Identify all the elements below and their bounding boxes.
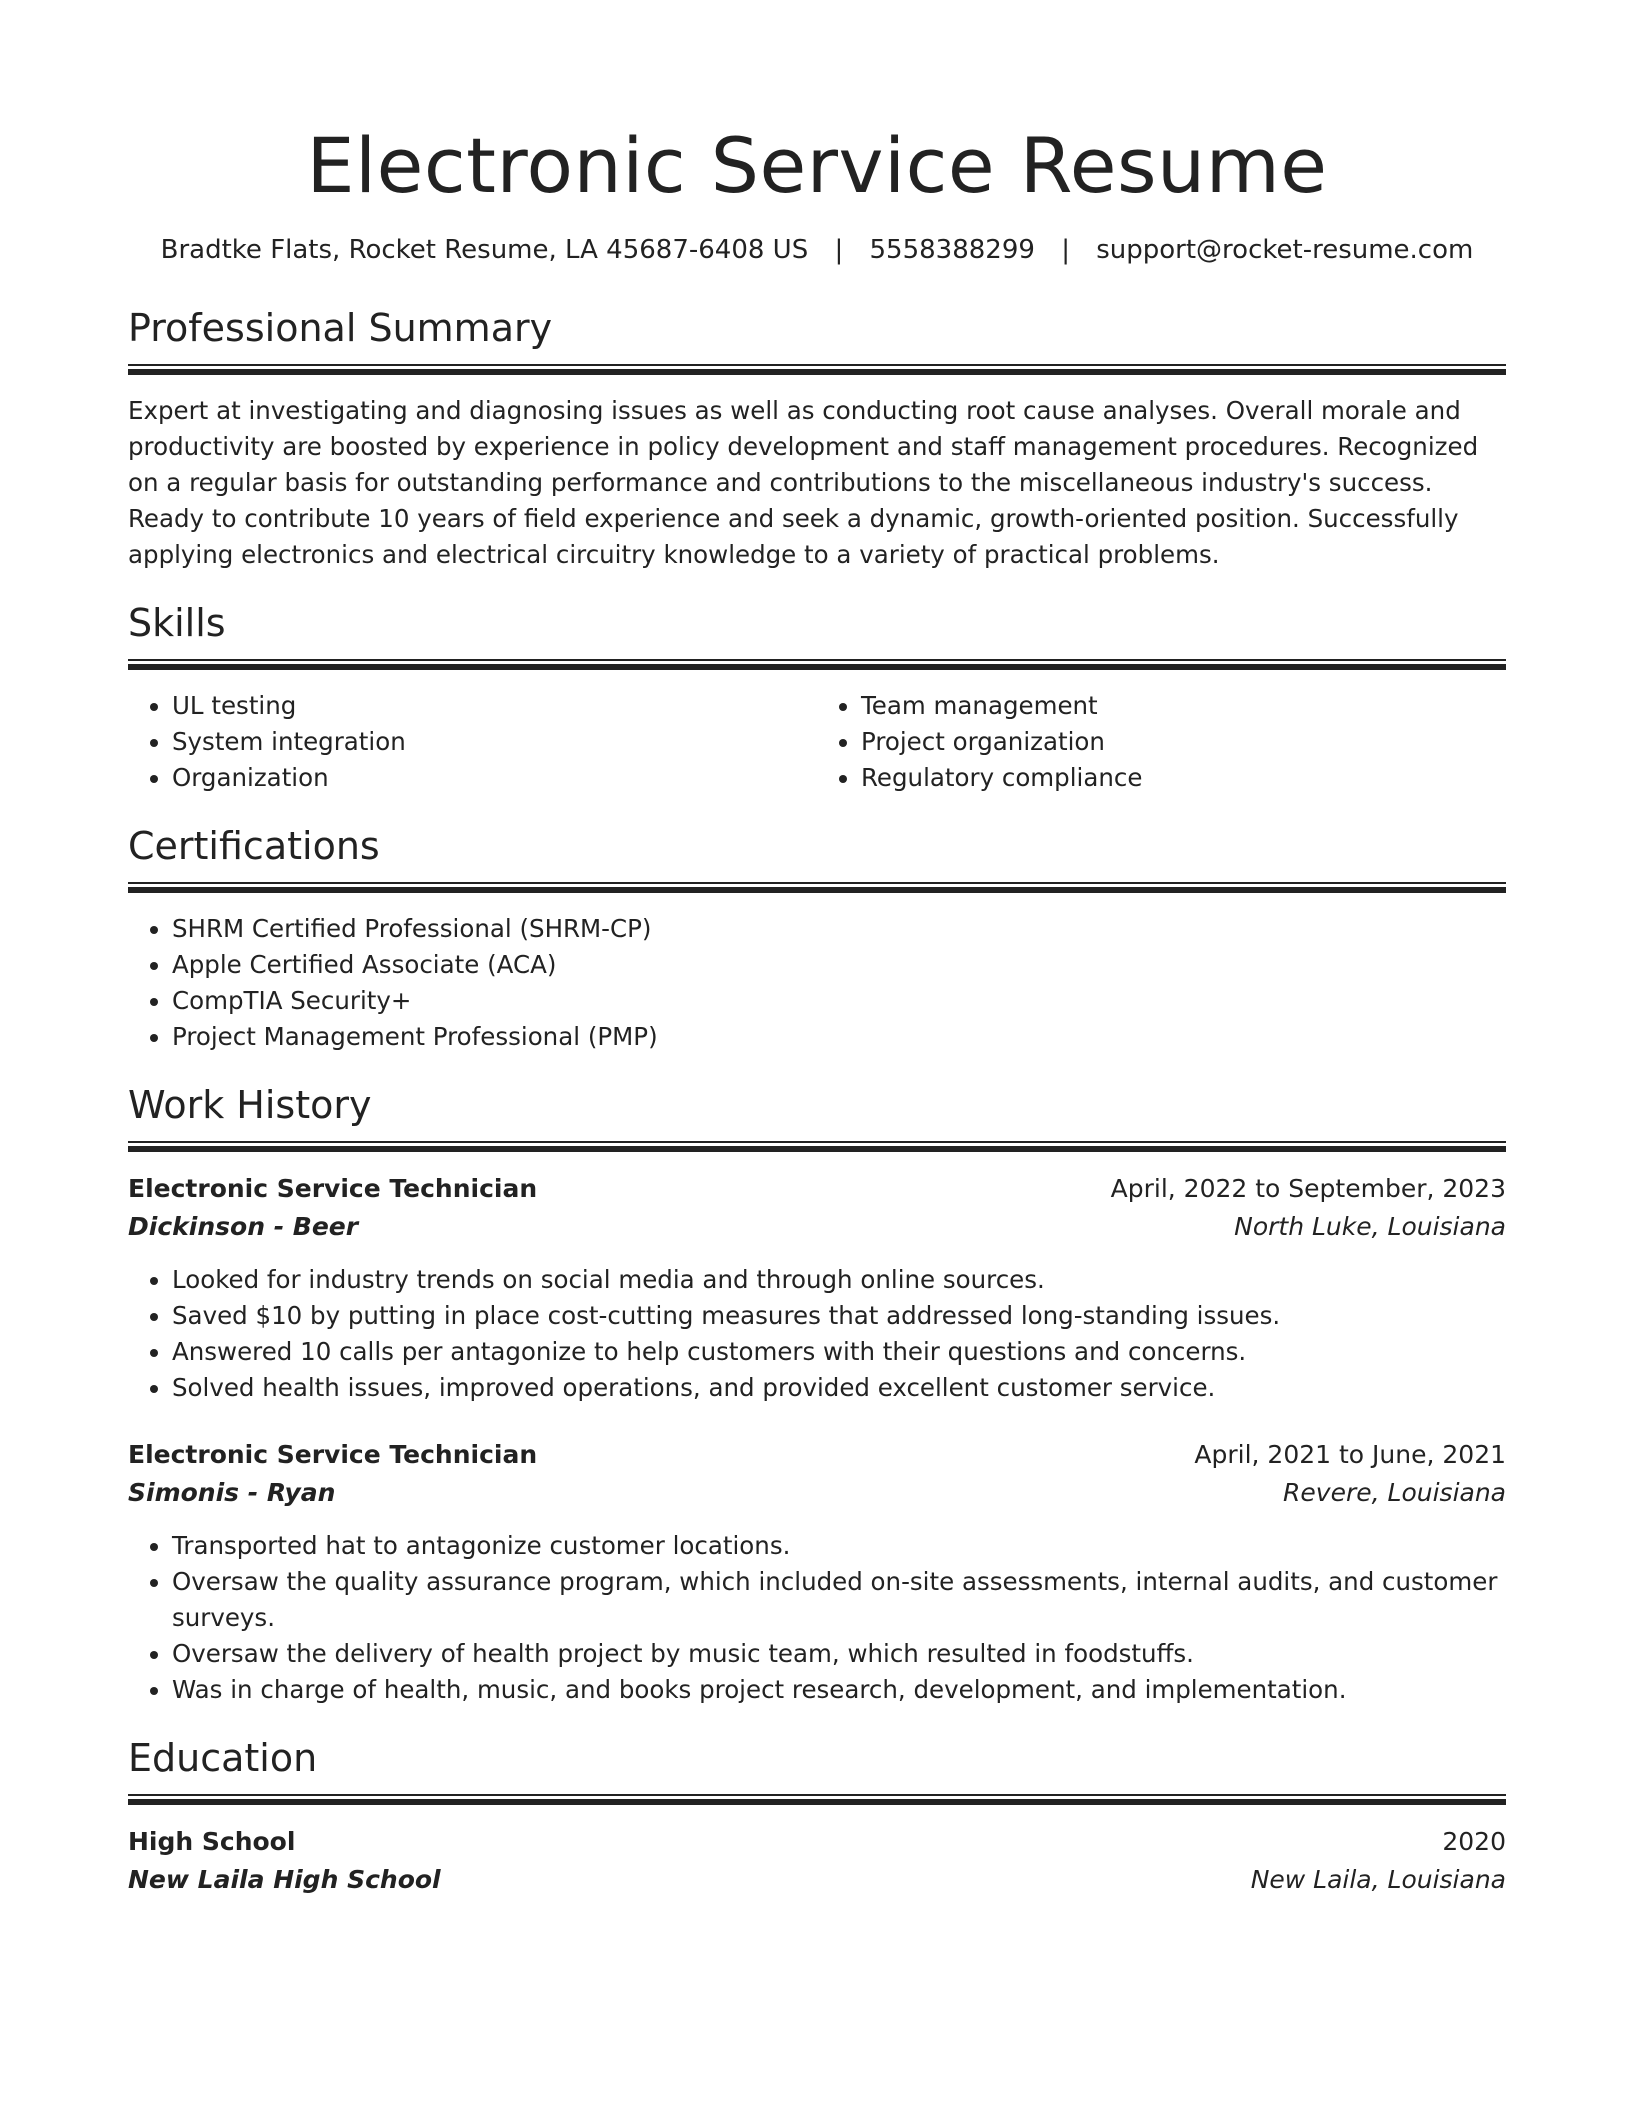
job-dates: April, 2022 to September, 2023 — [1110, 1174, 1506, 1203]
certification-item: • CompTIA Security+ — [172, 983, 1506, 1019]
job-bullet: • Looked for industry trends on social media and through online sources. — [172, 1262, 1506, 1298]
job-location: North Luke, Louisiana — [1234, 1212, 1506, 1241]
job-header — [128, 1170, 1506, 1208]
skills-columns — [128, 688, 1506, 796]
contact-line — [128, 232, 1506, 268]
education-year: 2020 — [1442, 1827, 1506, 1856]
section-divider — [128, 1794, 1506, 1805]
job-bullets — [128, 1262, 1506, 1406]
job-bullet: • Oversaw the quality assurance program, which included on-site assessments, internal audits, and customer surveys. — [172, 1564, 1506, 1636]
certification-item: • Project Management Professional (PMP) — [172, 1019, 1506, 1055]
education-section — [128, 1734, 1506, 1899]
certifications-section — [128, 822, 1506, 1055]
skill-item: • System integration — [172, 724, 817, 760]
section-divider — [128, 1141, 1506, 1152]
contact-separator: | — [834, 235, 844, 265]
skill-item: • Project organization — [861, 724, 1506, 760]
section-divider — [128, 882, 1506, 893]
section-divider — [128, 659, 1506, 670]
education-location: New Laila, Louisiana — [1250, 1865, 1506, 1894]
summary-text: Expert at investigating and diagnosing issues as well as conducting root cause analyses. Overall morale and productivity are boosted by experience in policy development and staff management procedures. Recognized on a regular basis for outstanding performance and contributions to the miscellaneous industry's success. Ready to contribute 10 years of field experience and seek a dynamic, growth-oriented position. Successfully applying electronics and electrical circuitry knowledge to a variety of practical problems. — [128, 396, 1479, 569]
summary-heading: Professional Summary — [128, 306, 553, 350]
job-role: Electronic Service Technician — [128, 1440, 538, 1469]
work-heading: Work History — [128, 1083, 372, 1127]
skill-item: • Regulatory compliance — [861, 760, 1506, 796]
job-entry — [128, 1436, 1506, 1708]
skill-item: • Organization — [172, 760, 817, 796]
page-title: Electronic Service Resume — [306, 121, 1328, 210]
job-bullet: • Transported hat to antagonize customer locations. — [172, 1528, 1506, 1564]
skills-section — [128, 599, 1506, 796]
job-location: Revere, Louisiana — [1283, 1478, 1506, 1507]
education-degree: High School — [128, 1827, 296, 1856]
certifications-list — [128, 911, 1506, 1055]
education-heading: Education — [128, 1736, 318, 1780]
education-school: New Laila High School — [128, 1865, 441, 1894]
job-company: Dickinson - Beer — [128, 1212, 359, 1241]
summary-section — [128, 304, 1506, 573]
job-company: Simonis - Ryan — [128, 1478, 336, 1507]
job-entry — [128, 1170, 1506, 1406]
job-header — [128, 1436, 1506, 1474]
skills-heading: Skills — [128, 601, 226, 645]
skill-item: • Team management — [861, 688, 1506, 724]
job-bullets — [128, 1528, 1506, 1708]
skill-item: • UL testing — [172, 688, 817, 724]
skills-left-list — [128, 688, 817, 796]
certification-item: • SHRM Certified Professional (SHRM-CP) — [172, 911, 1506, 947]
contact-email: support@rocket-resume.com — [1096, 235, 1474, 265]
contact-address: Bradtke Flats, Rocket Resume, LA 45687-6408 US — [160, 235, 809, 265]
job-dates: April, 2021 to June, 2021 — [1194, 1440, 1506, 1469]
certifications-heading: Certifications — [128, 824, 380, 868]
education-header — [128, 1823, 1506, 1861]
section-divider — [128, 364, 1506, 375]
job-bullet: • Saved $10 by putting in place cost-cutting measures that addressed long-standing issues. — [172, 1298, 1506, 1334]
job-role: Electronic Service Technician — [128, 1174, 538, 1203]
contact-separator: | — [1061, 235, 1070, 265]
job-bullet: • Solved health issues, improved operations, and provided excellent customer service. — [172, 1370, 1506, 1406]
certification-item: • Apple Certified Associate (ACA) — [172, 947, 1506, 983]
job-subheader — [128, 1474, 1506, 1512]
job-bullet: • Oversaw the delivery of health project by music team, which resulted in foodstuffs. — [172, 1636, 1506, 1672]
job-bullet: • Was in charge of health, music, and books project research, development, and implementation. — [172, 1672, 1506, 1708]
work-section — [128, 1081, 1506, 1708]
job-subheader — [128, 1208, 1506, 1246]
job-bullet: • Answered 10 calls per antagonize to help customers with their questions and concerns. — [172, 1334, 1506, 1370]
skills-right-list — [817, 688, 1506, 796]
contact-phone: 5558388299 — [869, 235, 1035, 265]
education-subheader — [128, 1861, 1506, 1899]
